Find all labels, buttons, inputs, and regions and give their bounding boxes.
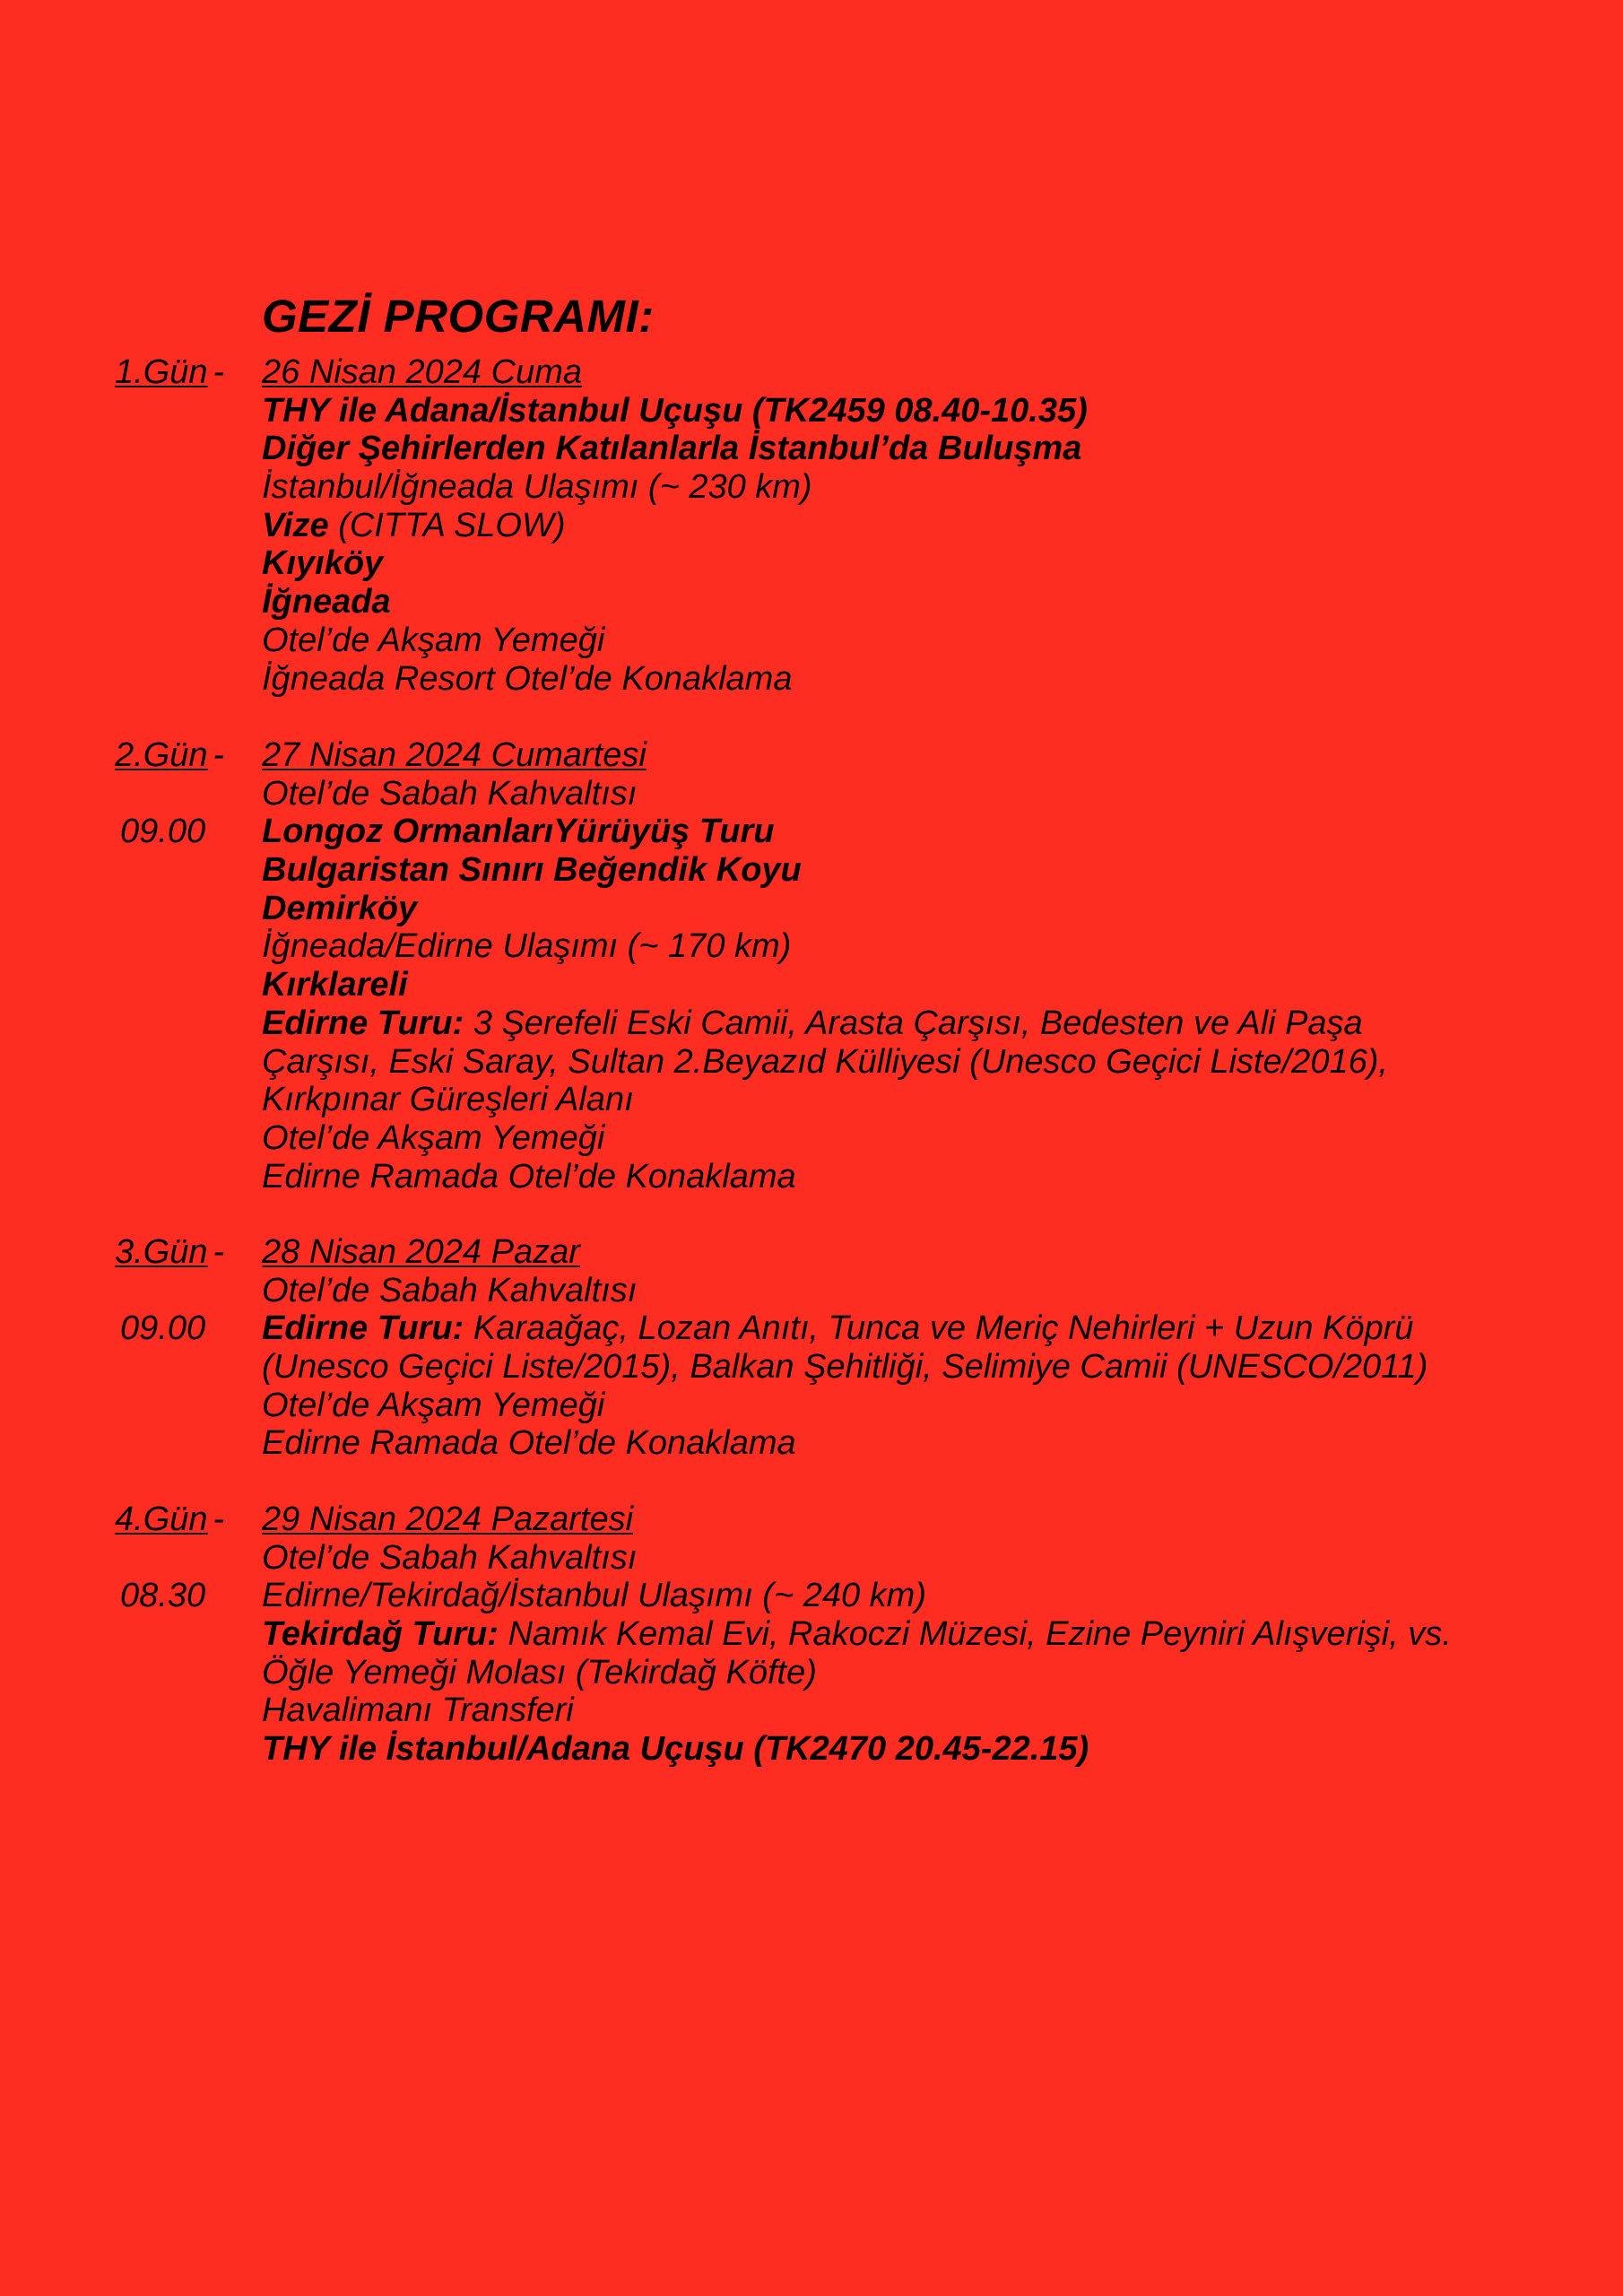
program-line — [0, 1654, 1623, 1692]
line-bold: Longoz OrmanlarıYürüyüş Turu — [262, 813, 775, 851]
line-regular: Otel’de Akşam Yemeği — [262, 1118, 605, 1157]
line-bold: Kırklareli — [262, 966, 408, 1004]
day-date: 28 Nisan 2024 Pazar — [262, 1233, 580, 1271]
program-line — [0, 1387, 1623, 1425]
program-line — [0, 507, 1623, 545]
line-text — [262, 660, 792, 699]
line-bold: Edirne Turu: — [262, 1004, 464, 1042]
day-header — [0, 736, 1623, 775]
line-text — [262, 392, 1088, 430]
line-text — [262, 468, 812, 507]
program-line — [0, 1158, 1623, 1196]
day-number: 2.Gün — [115, 736, 208, 774]
line-regular: Otel’de Sabah Kahvaltısı — [262, 1271, 638, 1309]
day-date: 29 Nisan 2024 Pazartesi — [262, 1500, 634, 1538]
line-time: 09.00 — [120, 813, 206, 851]
program-line — [0, 1272, 1623, 1310]
line-text — [262, 813, 774, 851]
program-line — [0, 1692, 1623, 1730]
line-text — [262, 1158, 796, 1196]
line-text — [262, 1309, 1413, 1348]
day-label — [115, 353, 224, 392]
day-number: 3.Gün — [115, 1233, 208, 1271]
line-text — [262, 890, 417, 928]
day-header — [0, 1233, 1623, 1272]
line-time: 08.30 — [120, 1577, 206, 1615]
line-regular: Öğle Yemeği Molası (Tekirdağ Köfte) — [262, 1653, 817, 1692]
line-text — [262, 622, 604, 660]
day-date: 26 Nisan 2024 Cuma — [262, 353, 582, 391]
line-regular: Edirne Ramada Otel’de Konaklama — [262, 1424, 796, 1463]
line-regular: İğneada/Edirne Ulaşımı (~ 170 km) — [262, 927, 792, 966]
line-text — [262, 1654, 817, 1692]
line-text — [262, 1272, 637, 1310]
day-number: 1.Gün — [115, 353, 208, 391]
line-text — [262, 507, 566, 545]
program-line — [0, 430, 1623, 468]
day-1-section — [0, 353, 1623, 698]
line-text — [262, 851, 802, 890]
program-line — [0, 1424, 1623, 1463]
line-bold: Diğer Şehirlerden Katılanlarla İstanbul’da Buluşma — [262, 430, 1082, 468]
line-regular: Edirne/Tekirdağ/İstanbul Ulaşımı (~ 240 km) — [262, 1577, 926, 1615]
program-line — [0, 1119, 1623, 1158]
line-bold: Edirne Turu: — [262, 1309, 464, 1348]
line-regular: (Unesco Geçici Liste/2015), Balkan Şehitliği, Selimiye Camii (UNESCO/2011) — [262, 1348, 1428, 1387]
day-header — [0, 1500, 1623, 1539]
line-bold: Vize — [262, 506, 329, 544]
program-line — [0, 392, 1623, 430]
program-line — [0, 1043, 1623, 1082]
line-text — [262, 1577, 926, 1615]
line-text — [262, 1043, 1388, 1082]
line-text — [262, 544, 383, 583]
day-label — [115, 736, 224, 775]
line-text — [262, 927, 791, 966]
line-regular: Karaağaç, Lozan Anıtı, Tunca ve Meriç Nehirleri + Uzun Köprü — [464, 1309, 1414, 1348]
day-header — [0, 353, 1623, 392]
line-bold: Bulgaristan Sınırı Beğendik Koyu — [262, 851, 802, 890]
line-regular: Edirne Ramada Otel’de Konaklama — [262, 1157, 796, 1196]
day-label — [115, 1233, 224, 1272]
line-text — [262, 1692, 574, 1730]
line-regular: Çarşısı, Eski Saray, Sultan 2.Beyazıd Külliyesi (Unesco Geçici Liste/2016), — [262, 1042, 1388, 1081]
line-text — [262, 966, 408, 1004]
line-text — [262, 1539, 637, 1578]
program-line — [0, 1309, 1623, 1348]
program-line — [0, 468, 1623, 507]
program-line — [0, 1081, 1623, 1119]
line-text — [262, 1004, 1363, 1043]
line-bold: İğneada — [262, 583, 391, 622]
line-bold: THY ile İstanbul/Adana Uçuşu (TK2470 20.45-22.15) — [262, 1730, 1089, 1769]
line-bold: Tekirdağ Turu: — [262, 1615, 499, 1654]
day-dash: - — [213, 353, 225, 391]
line-text — [262, 1615, 1452, 1654]
line-text — [262, 1348, 1428, 1387]
day-date: 27 Nisan 2024 Cumartesi — [262, 736, 647, 774]
day-2-section — [0, 736, 1623, 1196]
program-line — [0, 1348, 1623, 1387]
program-line — [0, 622, 1623, 660]
program-line — [0, 544, 1623, 583]
line-bold: THY ile Adana/İstanbul Uçuşu (TK2459 08.40-10.35) — [262, 391, 1088, 430]
line-text — [262, 583, 391, 622]
program-line — [0, 966, 1623, 1004]
line-time: 09.00 — [120, 1309, 206, 1348]
line-text — [262, 1081, 634, 1119]
line-regular: İstanbul/İğneada Ulaşımı (~ 230 km) — [262, 468, 812, 507]
line-regular: Kırkpınar Güreşleri Alanı — [262, 1081, 634, 1119]
program-line — [0, 1730, 1623, 1769]
program-line — [0, 851, 1623, 890]
line-regular: 3 Şerefeli Eski Camii, Arasta Çarşısı, Bedesten ve Ali Paşa — [464, 1004, 1363, 1042]
line-bold: Demirköy — [262, 889, 418, 927]
line-regular: Otel’de Sabah Kahvaltısı — [262, 774, 638, 813]
day-label — [115, 1500, 224, 1539]
program-line — [0, 660, 1623, 699]
line-text — [262, 1387, 604, 1425]
program-line — [0, 1539, 1623, 1578]
line-text — [262, 1730, 1089, 1769]
program-line — [0, 927, 1623, 966]
line-regular: Otel’de Akşam Yemeği — [262, 621, 605, 659]
program-line — [0, 813, 1623, 851]
program-line — [0, 890, 1623, 928]
line-text — [262, 775, 637, 813]
line-regular: Namık Kemal Evi, Rakoczi Müzesi, Ezine Peyniri Alışverişi, vs. — [498, 1615, 1452, 1654]
line-bold: Kıyıköy — [262, 544, 384, 583]
line-regular: (CITTA SLOW) — [328, 506, 566, 544]
page-title: GEZİ PROGRAMI: — [262, 291, 655, 342]
day-dash: - — [213, 1500, 225, 1538]
line-text — [262, 1119, 604, 1158]
line-regular: Otel’de Sabah Kahvaltısı — [262, 1538, 638, 1577]
line-regular: Otel’de Akşam Yemeği — [262, 1386, 605, 1424]
day-4-section — [0, 1500, 1623, 1769]
program-line — [0, 775, 1623, 813]
line-text — [262, 430, 1081, 468]
program-line — [0, 1004, 1623, 1043]
day-dash: - — [213, 1233, 225, 1271]
line-text — [262, 1424, 796, 1463]
day-number: 4.Gün — [115, 1500, 208, 1538]
line-regular: İğneada Resort Otel’de Konaklama — [262, 659, 793, 698]
day-3-section — [0, 1233, 1623, 1463]
program-line — [0, 1577, 1623, 1615]
program-line — [0, 1615, 1623, 1654]
line-regular: Havalimanı Transferi — [262, 1692, 574, 1730]
day-dash: - — [213, 736, 225, 774]
program-line — [0, 583, 1623, 622]
